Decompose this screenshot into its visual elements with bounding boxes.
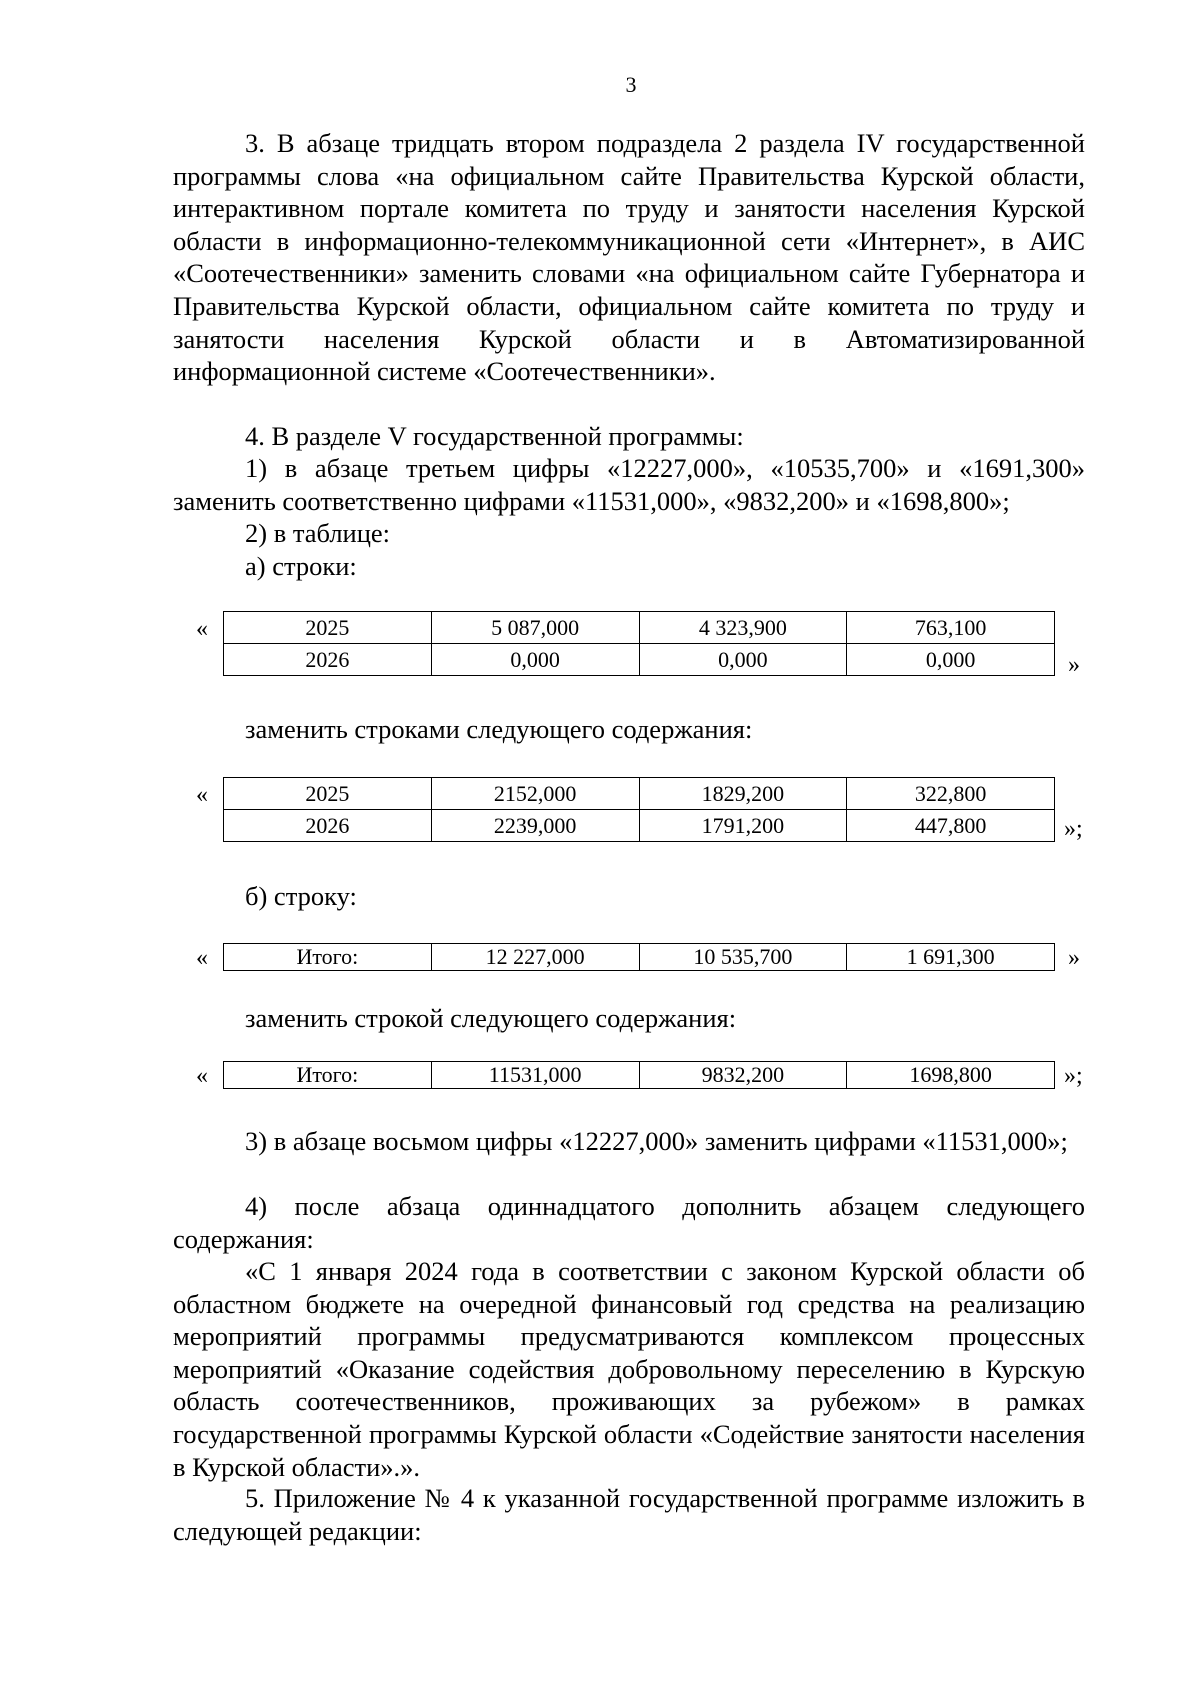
table-total-new	[223, 1061, 1055, 1089]
table-cell: 10 535,700	[639, 944, 847, 971]
paragraph-4-2: 2) в таблице:	[245, 518, 391, 548]
paragraph-4-1: 1) в абзаце третьем цифры «12227,000», «10535,700» и «1691,300» заменить соответственно цифрами «11531,000», «9832,200» и «1698,800»;	[173, 453, 1085, 516]
close-quote-semicolon: »;	[1064, 816, 1083, 842]
table-cell: 2239,000	[431, 810, 639, 842]
table-cell: 2026	[224, 810, 432, 842]
table-cell: 2025	[224, 778, 432, 810]
table-cell: 0,000	[431, 644, 639, 676]
close-quote-semicolon: »;	[1064, 1063, 1083, 1089]
table-cell: 12 227,000	[431, 944, 639, 971]
table-cell: 5 087,000	[431, 612, 639, 644]
table-row	[224, 612, 1055, 644]
table-cell: 763,100	[847, 612, 1055, 644]
table-cell: 2152,000	[431, 778, 639, 810]
table-row	[224, 944, 1055, 971]
table-row	[224, 810, 1055, 842]
paragraph-5: 5. Приложение № 4 к указанной государственной программе изложить в следующей редакции:	[173, 1483, 1085, 1546]
open-quote: «	[196, 945, 208, 971]
table-row	[224, 644, 1055, 676]
table-cell: Итого:	[224, 944, 432, 971]
table-rows-old	[223, 611, 1055, 676]
table-row	[224, 778, 1055, 810]
page-number: 3	[625, 72, 637, 97]
table-rows-new	[223, 777, 1055, 842]
replace-rows-text: заменить строками следующего содержания:	[245, 714, 753, 744]
open-quote: «	[196, 1063, 208, 1089]
table-cell: 447,800	[847, 810, 1055, 842]
table-total-old	[223, 943, 1055, 971]
table-cell: 322,800	[847, 778, 1055, 810]
table-row	[224, 1062, 1055, 1089]
paragraph-3: 3. В абзаце тридцать втором подраздела 2 раздела IV государственной программы слова «на официальном сайте Правительства Курской области, интерактивном портале комитета по труду и занятости населения Курской области в информационно-телекоммуникационной сети «Интернет», в АИС «Соотечественники» заменить словами «на официальном сайте Губернатора и Правительства Курской области, официальном сайте комитета по труду и занятости населения Курской области и в Автоматизированной информационной системе «Соотечественники».	[173, 128, 1085, 387]
table-cell: 1698,800	[847, 1062, 1055, 1089]
table-cell: 1791,200	[639, 810, 847, 842]
table-cell: 2025	[224, 612, 432, 644]
table-cell: Итого:	[224, 1062, 432, 1089]
paragraph-4-2b: б) строку:	[245, 881, 357, 911]
table-cell: 0,000	[847, 644, 1055, 676]
paragraph-4-4-quote: «С 1 января 2024 года в соответствии с законом Курской области об областном бюджете на очередной финансовый год средства на реализацию мероприятий программы предусматриваются комплексом процессных мероприятий «Оказание содействия добровольному переселению в Курскую область соотечественников, проживающих за рубежом» в рамках государственной программы Курской области «Содействие занятости населения в Курской области».».	[173, 1256, 1085, 1482]
table-cell: 0,000	[639, 644, 847, 676]
close-quote: »	[1068, 652, 1080, 678]
paragraph-4-3: 3) в абзаце восьмом цифры «12227,000» заменить цифрами «11531,000»;	[245, 1126, 1068, 1156]
open-quote: «	[196, 616, 208, 642]
table-cell: 1 691,300	[847, 944, 1055, 971]
paragraph-4-4: 4) после абзаца одиннадцатого дополнить абзацем следующего содержания:	[173, 1191, 1085, 1254]
replace-row-text: заменить строкой следующего содержания:	[245, 1003, 737, 1033]
table-cell: 2026	[224, 644, 432, 676]
close-quote: »	[1068, 945, 1080, 971]
open-quote: «	[196, 782, 208, 808]
table-cell: 11531,000	[431, 1062, 639, 1089]
paragraph-4: 4. В разделе V государственной программы:	[245, 421, 744, 451]
paragraph-4-2a: а) строки:	[245, 551, 357, 581]
table-cell: 1829,200	[639, 778, 847, 810]
table-cell: 9832,200	[639, 1062, 847, 1089]
table-cell: 4 323,900	[639, 612, 847, 644]
